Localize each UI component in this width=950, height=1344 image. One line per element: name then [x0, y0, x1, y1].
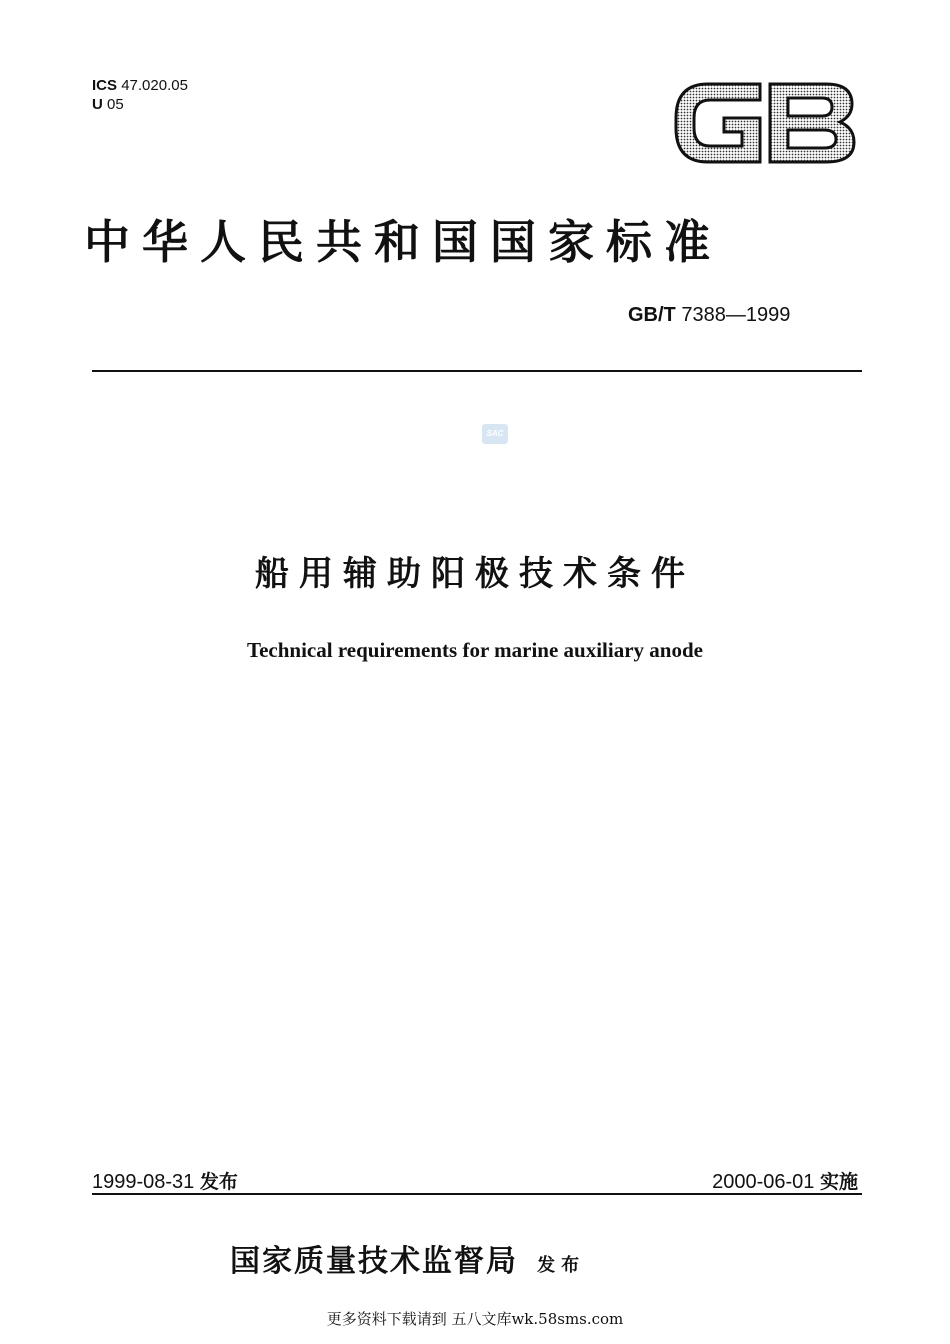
- ics-line: [92, 76, 188, 95]
- ics-label: ICS: [92, 77, 118, 94]
- ics-code: 47.020.05: [121, 77, 188, 94]
- implementation-date-label: 实施: [819, 1171, 858, 1193]
- gb-logo: [668, 72, 858, 172]
- classification-codes: [92, 76, 188, 114]
- footer-divider: [92, 1193, 862, 1195]
- issue-date-value: 1999-08-31: [92, 1171, 195, 1193]
- sac-stamp: SAC: [482, 424, 508, 444]
- document-title-english: Technical requirements for marine auxiliary anode: [247, 638, 703, 662]
- document-title-chinese: 船用辅助阳极技术条件: [255, 554, 695, 594]
- issue-date: [92, 1167, 238, 1194]
- ccs-code: 05: [107, 96, 124, 113]
- standard-prefix: GB/T: [628, 304, 676, 326]
- download-footer: 更多资料下载请到 五八文库wk.58sms.com: [326, 1310, 624, 1328]
- standard-code: 7388—1999: [681, 304, 791, 326]
- implementation-date: [712, 1167, 858, 1194]
- header-divider: [92, 370, 862, 372]
- publisher-organization: 国家质量技术监督局: [230, 1244, 518, 1279]
- standard-number: [628, 304, 790, 327]
- ccs-label: U: [92, 96, 103, 113]
- publisher-action: 发布: [537, 1255, 586, 1276]
- issue-date-label: 发布: [199, 1171, 238, 1193]
- ccs-line: [92, 95, 188, 114]
- publisher: [230, 1236, 585, 1280]
- national-standard-title: 中华人民共和国国家标准: [84, 215, 722, 269]
- implementation-date-value: 2000-06-01: [712, 1171, 815, 1193]
